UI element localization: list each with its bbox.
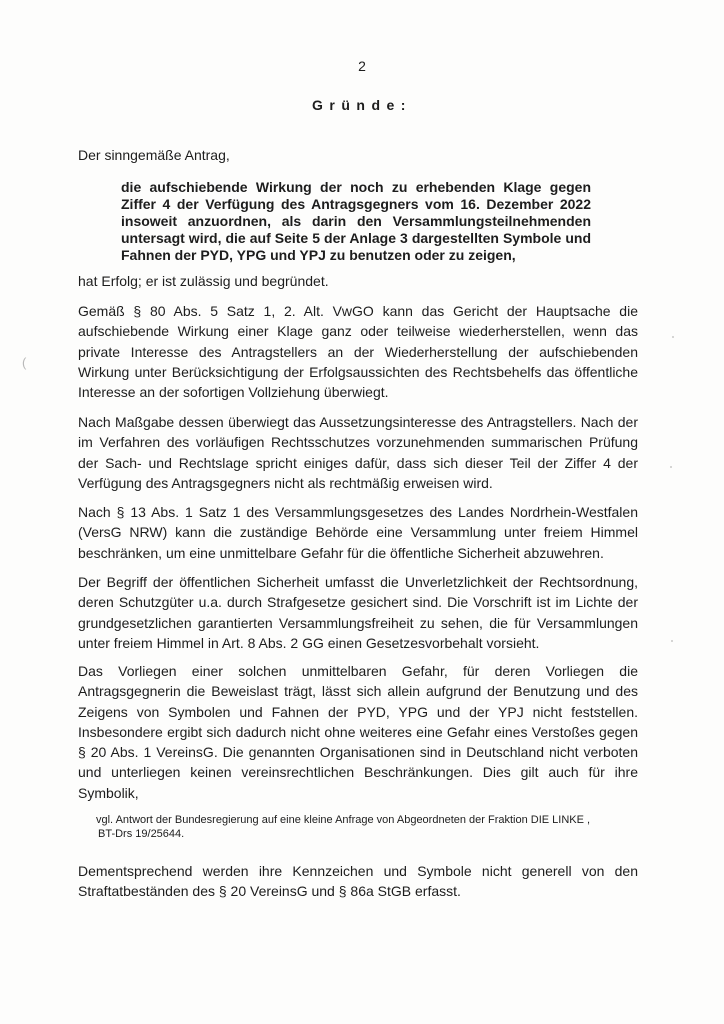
application-quote: die aufschiebende Wirkung der noch zu erhebenden Klage gegen Ziffer 4 der Verfügung des Antragsgegners vom 16. Dezember 2022 insoweit anzuordnen, als darin den Versammlungsteilnehmenden untersagt wird, die auf Seite 5 der Anlage 3 dargestellten Symbole und Fahnen der PYD, YPG und YPJ zu benutzen oder zu zeigen,: [121, 179, 591, 263]
paragraph-legal-basis: Gemäß § 80 Abs. 5 Satz 1, 2. Alt. VwGO kann das Gericht der Hauptsache die aufschiebende Wirkung einer Klage ganz oder teilweise wiederherstellen, wenn das private Interesse des Antragstellers an der Wiederherstellung der aufschiebenden Wirkung unter Berücksichtigung der Erfolgsaussichten des Rechtsbehelfs das öffentliche Interesse an der sofortigen Vollziehung überwiegt.: [78, 303, 638, 401]
paragraph-public-safety: Der Begriff der öffentlichen Sicherheit umfasst die Unverletzlichkeit der Rechtsordnung, deren Schutzgüter u.a. durch Strafgesetze gesichert sind. Die Vorschrift ist im Lichte der grundgesetzlichen garantierten Versammlungsfreiheit zu sehen, die für Versammlungen unter freiem Himmel in Art. 8 Abs. 2 GG einen Gesetzesvorbehalt vorsieht.: [78, 574, 638, 651]
page-number: 2: [358, 58, 366, 74]
result-text: hat Erfolg; er ist zulässig und begründet.: [78, 273, 329, 289]
margin-scan-mark: (: [22, 355, 27, 370]
footnote-line-2: BT-Drs 19/25644.: [98, 828, 185, 840]
scan-speck: [672, 336, 674, 338]
paragraph-closing: Dementsprechend werden ihre Kennzeichen und Symbole nicht generell von den Straftatbeständen des § 20 VereinsG und § 86a StGB erfasst.: [78, 863, 638, 900]
paragraph-danger-assessment: Das Vorliegen einer solchen unmittelbaren Gefahr, für deren Vorliegen die Antragsgegnerin die Beweislast trägt, lässt sich allein aufgrund der Benutzung und des Zeigens von Symbolen und Fahnen der PYD, YPG und der YPJ nicht feststellen. Insbesondere ergibt sich dadurch nicht ohne weiteres eine Gefahr eines Verstoßes gegen § 20 Abs. 1 VereinsG. Die genannten Organisationen sind in Deutschland nicht verboten und unterliegen keinen vereinsrechtlichen Beschränkungen. Dies gilt auch für ihre Symbolik,: [78, 663, 638, 801]
section-heading: Gründe:: [312, 97, 412, 113]
footnote: [96, 813, 636, 841]
footnote-line-1: vgl. Antwort der Bundesregierung auf eine kleine Anfrage von Abgeordneten der Fraktion DIE LINKE ,: [96, 814, 591, 826]
intro-text: Der sinngemäße Antrag,: [78, 147, 230, 163]
scan-speck: [670, 466, 672, 468]
scan-speck: [671, 640, 673, 642]
paragraph-versg-nrw: Nach § 13 Abs. 1 Satz 1 des Versammlungsgesetzes des Landes Nordrhein-Westfalen (VersG NRW) kann die zuständige Behörde eine Versammlung unter freiem Himmel beschränken, um eine unmittelbare Gefahr für die öffentliche Sicherheit abzuwehren.: [78, 504, 638, 561]
paragraph-weighing: Nach Maßgabe dessen überwiegt das Aussetzungsinteresse des Antragstellers. Nach der im Verfahren des vorläufigen Rechtsschutzes vorzunehmenden summarischen Prüfung der Sach- und Rechtslage spricht einiges dafür, dass sich dieser Teil der Ziffer 4 der Verfügung des Antragsgegners nicht als rechtmäßig erweisen wird.: [78, 414, 638, 491]
